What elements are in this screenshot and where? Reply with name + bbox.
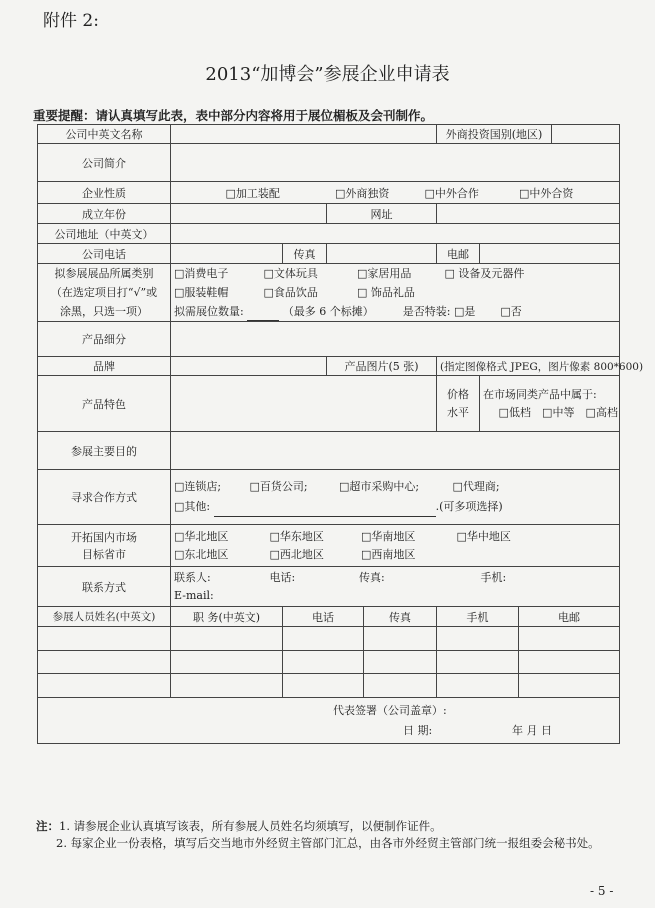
category-sports-toys[interactable]: □文体玩具 — [263, 267, 318, 280]
region-northeast[interactable]: □东北地区 — [174, 547, 229, 561]
foreign-country-field[interactable] — [552, 125, 620, 144]
note-2: 2. 每家企业一份表格，填写后交当地市外经贸主管部门汇总，由各市外经贸主管部门统一报组委会秘书处。 — [56, 836, 600, 850]
staff-title-cell[interactable] — [171, 627, 283, 651]
company-intro-label: 公司简介 — [38, 144, 171, 182]
staff-phone-cell[interactable] — [283, 651, 364, 674]
staff-email-cell[interactable] — [519, 627, 620, 651]
purpose-field[interactable] — [171, 432, 620, 470]
nature-option-joint-venture[interactable]: □中外合资 — [519, 186, 574, 200]
contact-label: 联系方式 — [38, 567, 171, 607]
staff-header-phone: 电话 — [283, 607, 364, 627]
notice-label: 重要提醒： — [33, 108, 96, 123]
staff-row — [38, 627, 620, 651]
contact-mobile-label: 手机: — [480, 570, 507, 584]
staff-header-name: 参展人员姓名(中英文) — [38, 607, 171, 627]
region-northwest[interactable]: □西北地区 — [269, 547, 324, 561]
address-field[interactable] — [171, 224, 620, 244]
price-level-line-1: 价格 — [447, 387, 470, 401]
date-label: 日 期: — [403, 724, 433, 737]
email-label: 电邮 — [437, 244, 480, 264]
market-level-cell — [480, 376, 620, 432]
email-field[interactable] — [480, 244, 620, 264]
staff-header-mobile: 手机 — [437, 607, 519, 627]
staff-mobile-cell[interactable] — [437, 627, 519, 651]
category-consumer-electronics[interactable]: □消费电子 — [174, 267, 229, 280]
founded-year-field[interactable] — [171, 204, 327, 224]
staff-header-title: 职 务(中英文) — [171, 607, 283, 627]
staff-row — [38, 674, 620, 698]
note-1: 1. 请参展企业认真填写该表，所有参展人员姓名均须填写，以便制作证件。 — [59, 819, 442, 833]
region-east-china[interactable]: □华东地区 — [269, 529, 324, 543]
staff-title-cell[interactable] — [171, 674, 283, 698]
special-build-yes[interactable]: □是 — [453, 305, 476, 318]
foreign-country-label: 外商投资国别(地区) — [437, 125, 552, 144]
category-label-line-2: （在选定项目打“√”或 — [50, 286, 158, 299]
market-level-label: 在市场同类产品中属于: — [483, 387, 597, 401]
staff-fax-cell[interactable] — [364, 674, 437, 698]
staff-name-cell[interactable] — [38, 651, 171, 674]
contact-person-label: 联系人: — [174, 570, 211, 584]
coop-other-field[interactable] — [214, 516, 436, 517]
footnotes — [36, 818, 621, 852]
phone-field[interactable] — [171, 244, 283, 264]
founded-year-label: 成立年份 — [38, 204, 171, 224]
phone-label: 公司电话 — [38, 244, 171, 264]
purpose-label: 参展主要目的 — [38, 432, 171, 470]
category-equipment-components[interactable]: □ 设备及元器件 — [444, 267, 525, 280]
booth-qty-label: 拟需展位数量: — [174, 305, 244, 318]
brand-label: 品牌 — [38, 357, 171, 376]
application-form-table — [37, 124, 644, 744]
coop-other-option[interactable]: □其他: — [174, 500, 211, 513]
coop-agent[interactable]: □代理商; — [452, 480, 500, 493]
form-title: 2013“加博会”参展企业申请表 — [205, 64, 450, 85]
product-image-label: 产品图片(5 张) — [327, 357, 437, 376]
date-ymd: 年 月 日 — [512, 724, 552, 737]
level-high[interactable]: □高档 — [585, 405, 618, 419]
cooperation-options — [171, 470, 620, 525]
category-options — [171, 264, 620, 322]
region-southwest[interactable]: □西南地区 — [361, 547, 416, 561]
contact-fields — [171, 567, 620, 607]
category-label — [38, 264, 171, 322]
staff-title-cell[interactable] — [171, 651, 283, 674]
cooperation-label: 寻求合作方式 — [38, 470, 171, 525]
booth-qty-note: （最多 6 个标摊） — [282, 305, 374, 318]
special-build-label: 是否特装: — [402, 305, 451, 318]
staff-header-fax: 传真 — [364, 607, 437, 627]
staff-mobile-cell[interactable] — [437, 651, 519, 674]
product-detail-label: 产品细分 — [38, 322, 171, 357]
region-south-china[interactable]: □华南地区 — [361, 529, 416, 543]
company-name-label: 公司中英文名称 — [38, 125, 171, 144]
staff-name-cell[interactable] — [38, 674, 171, 698]
notes-label: 注： — [36, 819, 59, 833]
notice-text: 请认真填写此表，表中部分内容将用于展位楣板及会刊制作。 — [95, 108, 434, 123]
address-label: 公司地址（中英文） — [38, 224, 171, 244]
nature-option-wholly-foreign[interactable]: □外商独资 — [335, 186, 390, 200]
product-feature-field[interactable] — [171, 376, 437, 432]
region-north-china[interactable]: □华北地区 — [174, 529, 229, 543]
page-number: - 5 - — [590, 884, 614, 898]
company-intro-field[interactable] — [171, 144, 620, 182]
region-central-china[interactable]: □华中地区 — [456, 529, 511, 543]
staff-email-cell[interactable] — [519, 651, 620, 674]
staff-mobile-cell[interactable] — [437, 674, 519, 698]
signature-cell — [38, 698, 620, 744]
staff-fax-cell[interactable] — [364, 627, 437, 651]
contact-phone-label: 电话: — [269, 570, 296, 584]
contact-fax-label: 传真: — [359, 570, 385, 584]
level-medium[interactable]: □中等 — [542, 405, 575, 419]
target-market-label — [38, 525, 171, 567]
signature-label: 代表签署（公司盖章）: — [333, 704, 447, 717]
staff-phone-cell[interactable] — [283, 674, 364, 698]
nature-option-processing[interactable]: □加工装配 — [225, 186, 280, 200]
category-label-line-3: 涂黑，只选一项） — [60, 305, 148, 318]
staff-header-email: 电邮 — [519, 607, 620, 627]
important-notice — [33, 106, 433, 124]
price-level-line-2: 水平 — [447, 405, 470, 419]
image-spec: (指定图像格式 JPEG，图片像素 800*600) — [437, 357, 620, 376]
product-detail-field[interactable] — [171, 322, 620, 357]
contact-email-label: E-mail: — [174, 588, 214, 602]
target-market-line-1: 开拓国内市场 — [71, 530, 137, 544]
coop-department-store[interactable]: □百货公司; — [249, 480, 308, 493]
level-low[interactable]: □低档 — [498, 405, 531, 419]
enterprise-nature-options — [171, 182, 620, 204]
attachment-label: 附件 2: — [43, 11, 99, 31]
staff-phone-cell[interactable] — [283, 627, 364, 651]
fax-label: 传真 — [283, 244, 327, 264]
price-level-label — [437, 376, 480, 432]
coop-multi-select-note: .(可多项选择) — [435, 500, 503, 513]
nature-option-cooperative[interactable]: □中外合作 — [424, 186, 479, 200]
enterprise-nature-label: 企业性质 — [38, 182, 171, 204]
category-accessories-gifts[interactable]: □ 饰品礼品 — [357, 286, 415, 299]
target-market-line-2: 目标省市 — [82, 547, 126, 561]
category-label-line-1: 拟参展展品所属类别 — [54, 267, 154, 280]
website-label: 网址 — [327, 204, 437, 224]
region-options — [171, 525, 620, 567]
staff-email-cell[interactable] — [519, 674, 620, 698]
company-name-field[interactable] — [171, 125, 437, 144]
product-feature-label: 产品特色 — [38, 376, 171, 432]
coop-supermarket-procurement[interactable]: □超市采购中心; — [339, 480, 420, 493]
staff-name-cell[interactable] — [38, 627, 171, 651]
category-home-goods[interactable]: □家居用品 — [357, 267, 412, 280]
staff-fax-cell[interactable] — [364, 651, 437, 674]
website-field[interactable] — [437, 204, 620, 224]
coop-chain-store[interactable]: □连锁店; — [174, 480, 222, 493]
category-food-drinks[interactable]: □食品饮品 — [263, 286, 318, 299]
staff-row — [38, 651, 620, 674]
category-apparel-shoes[interactable]: □服装鞋帽 — [174, 286, 229, 299]
booth-qty-field[interactable] — [247, 320, 279, 321]
fax-field[interactable] — [327, 244, 437, 264]
special-build-no[interactable]: □否 — [500, 305, 522, 318]
brand-field[interactable] — [171, 357, 327, 376]
